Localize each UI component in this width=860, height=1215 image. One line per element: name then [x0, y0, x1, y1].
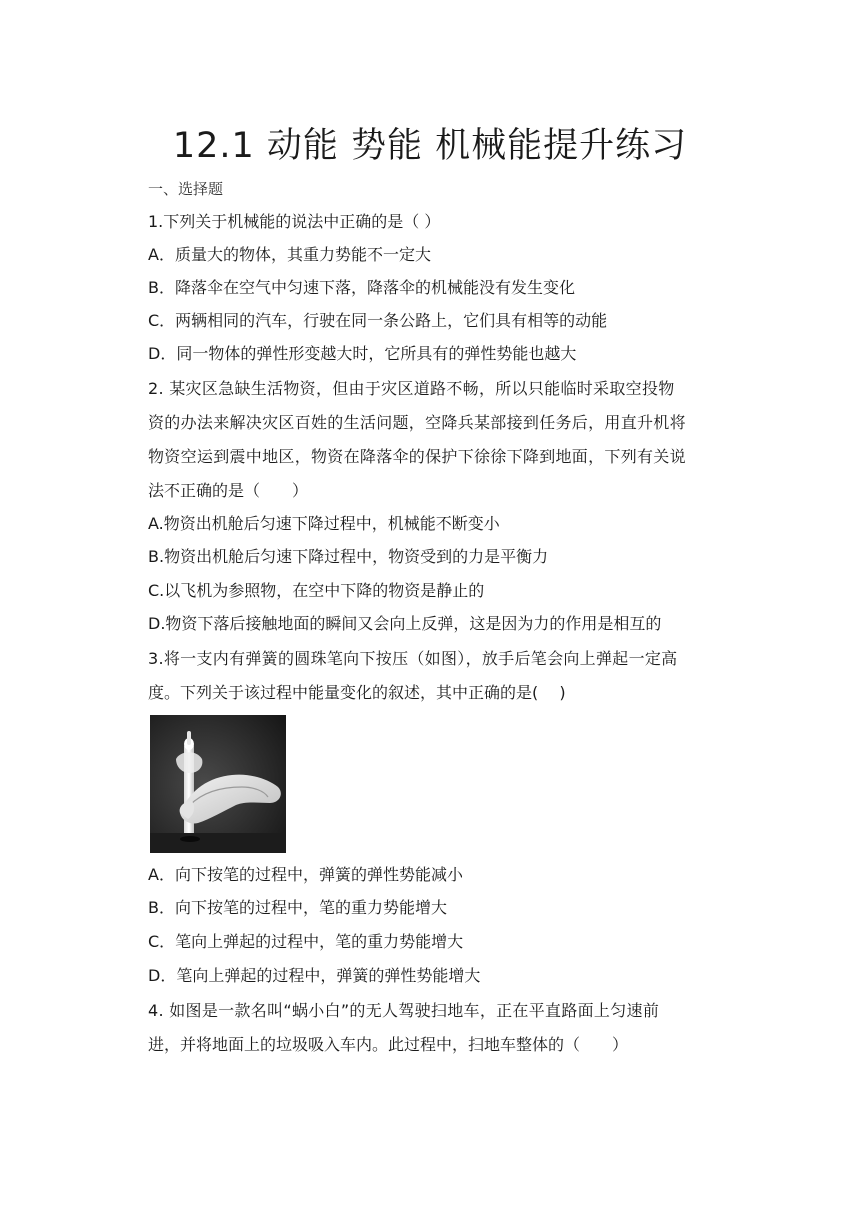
- q4-stem-line-1: 4. 如图是一款名叫“蜗小白”的无人驾驶扫地车，正在平直路面上匀速前: [148, 1001, 660, 1020]
- q1-stem: 1.下列关于机械能的说法中正确的是（ ）: [148, 212, 441, 231]
- q3-stem-line-2: 度。下列关于该过程中能量变化的叙述，其中正确的是( ): [148, 683, 566, 702]
- q2-stem-line-1: 2. 某灾区急缺生活物资，但由于灾区道路不畅，所以只能临时采取空投物: [148, 379, 675, 398]
- q2-stem-line-3: 物资空运到震中地区，物资在降落伞的保护下徐徐下降到地面，下列有关说: [148, 447, 686, 466]
- hand-pressing-pen-illustration: [150, 715, 286, 853]
- q1-option-d: D．同一物体的弹性形变越大时，它所具有的弹性势能也越大: [148, 344, 577, 363]
- q2-stem-line-2: 资的办法来解决灾区百姓的生活问题，空降兵某部接到任务后，用直升机将: [148, 413, 686, 432]
- q1-option-c: C．两辆相同的汽车，行驶在同一条公路上，它们具有相等的动能: [148, 311, 608, 330]
- q3-option-b: B．向下按笔的过程中，笔的重力势能增大: [148, 898, 447, 917]
- q2-option-d: D.物资下落后接触地面的瞬间又会向上反弹，这是因为力的作用是相互的: [148, 614, 662, 633]
- q2-stem-line-4: 法不正确的是（ ）: [148, 481, 309, 500]
- q3-option-a: A．向下按笔的过程中，弹簧的弹性势能减小: [148, 865, 463, 884]
- q1-option-b: B．降落伞在空气中匀速下落，降落伞的机械能没有发生变化: [148, 278, 575, 297]
- section-heading: 一、选择题: [148, 180, 224, 198]
- q3-option-c: C．笔向上弹起的过程中，笔的重力势能增大: [148, 932, 464, 951]
- q4-stem-line-2: 进，并将地面上的垃圾吸入车内。此过程中，扫地车整体的（ ）: [148, 1035, 629, 1054]
- page-title: 12.1 动能 势能 机械能提升练习: [172, 126, 688, 166]
- q1-option-a: A．质量大的物体，其重力势能不一定大: [148, 245, 431, 264]
- q2-option-a: A.物资出机舱后匀速下降过程中，机械能不断变小: [148, 514, 500, 533]
- q3-stem-line-1: 3.将一支内有弹簧的圆珠笔向下按压（如图），放手后笔会向上弹起一定高: [148, 649, 678, 668]
- q3-option-d: D．笔向上弹起的过程中，弹簧的弹性势能增大: [148, 966, 481, 985]
- q2-option-b: B.物资出机舱后匀速下降过程中，物资受到的力是平衡力: [148, 547, 549, 566]
- q2-option-c: C.以飞机为参照物，在空中下降的物资是静止的: [148, 581, 485, 600]
- pen-press-photo: [150, 715, 286, 853]
